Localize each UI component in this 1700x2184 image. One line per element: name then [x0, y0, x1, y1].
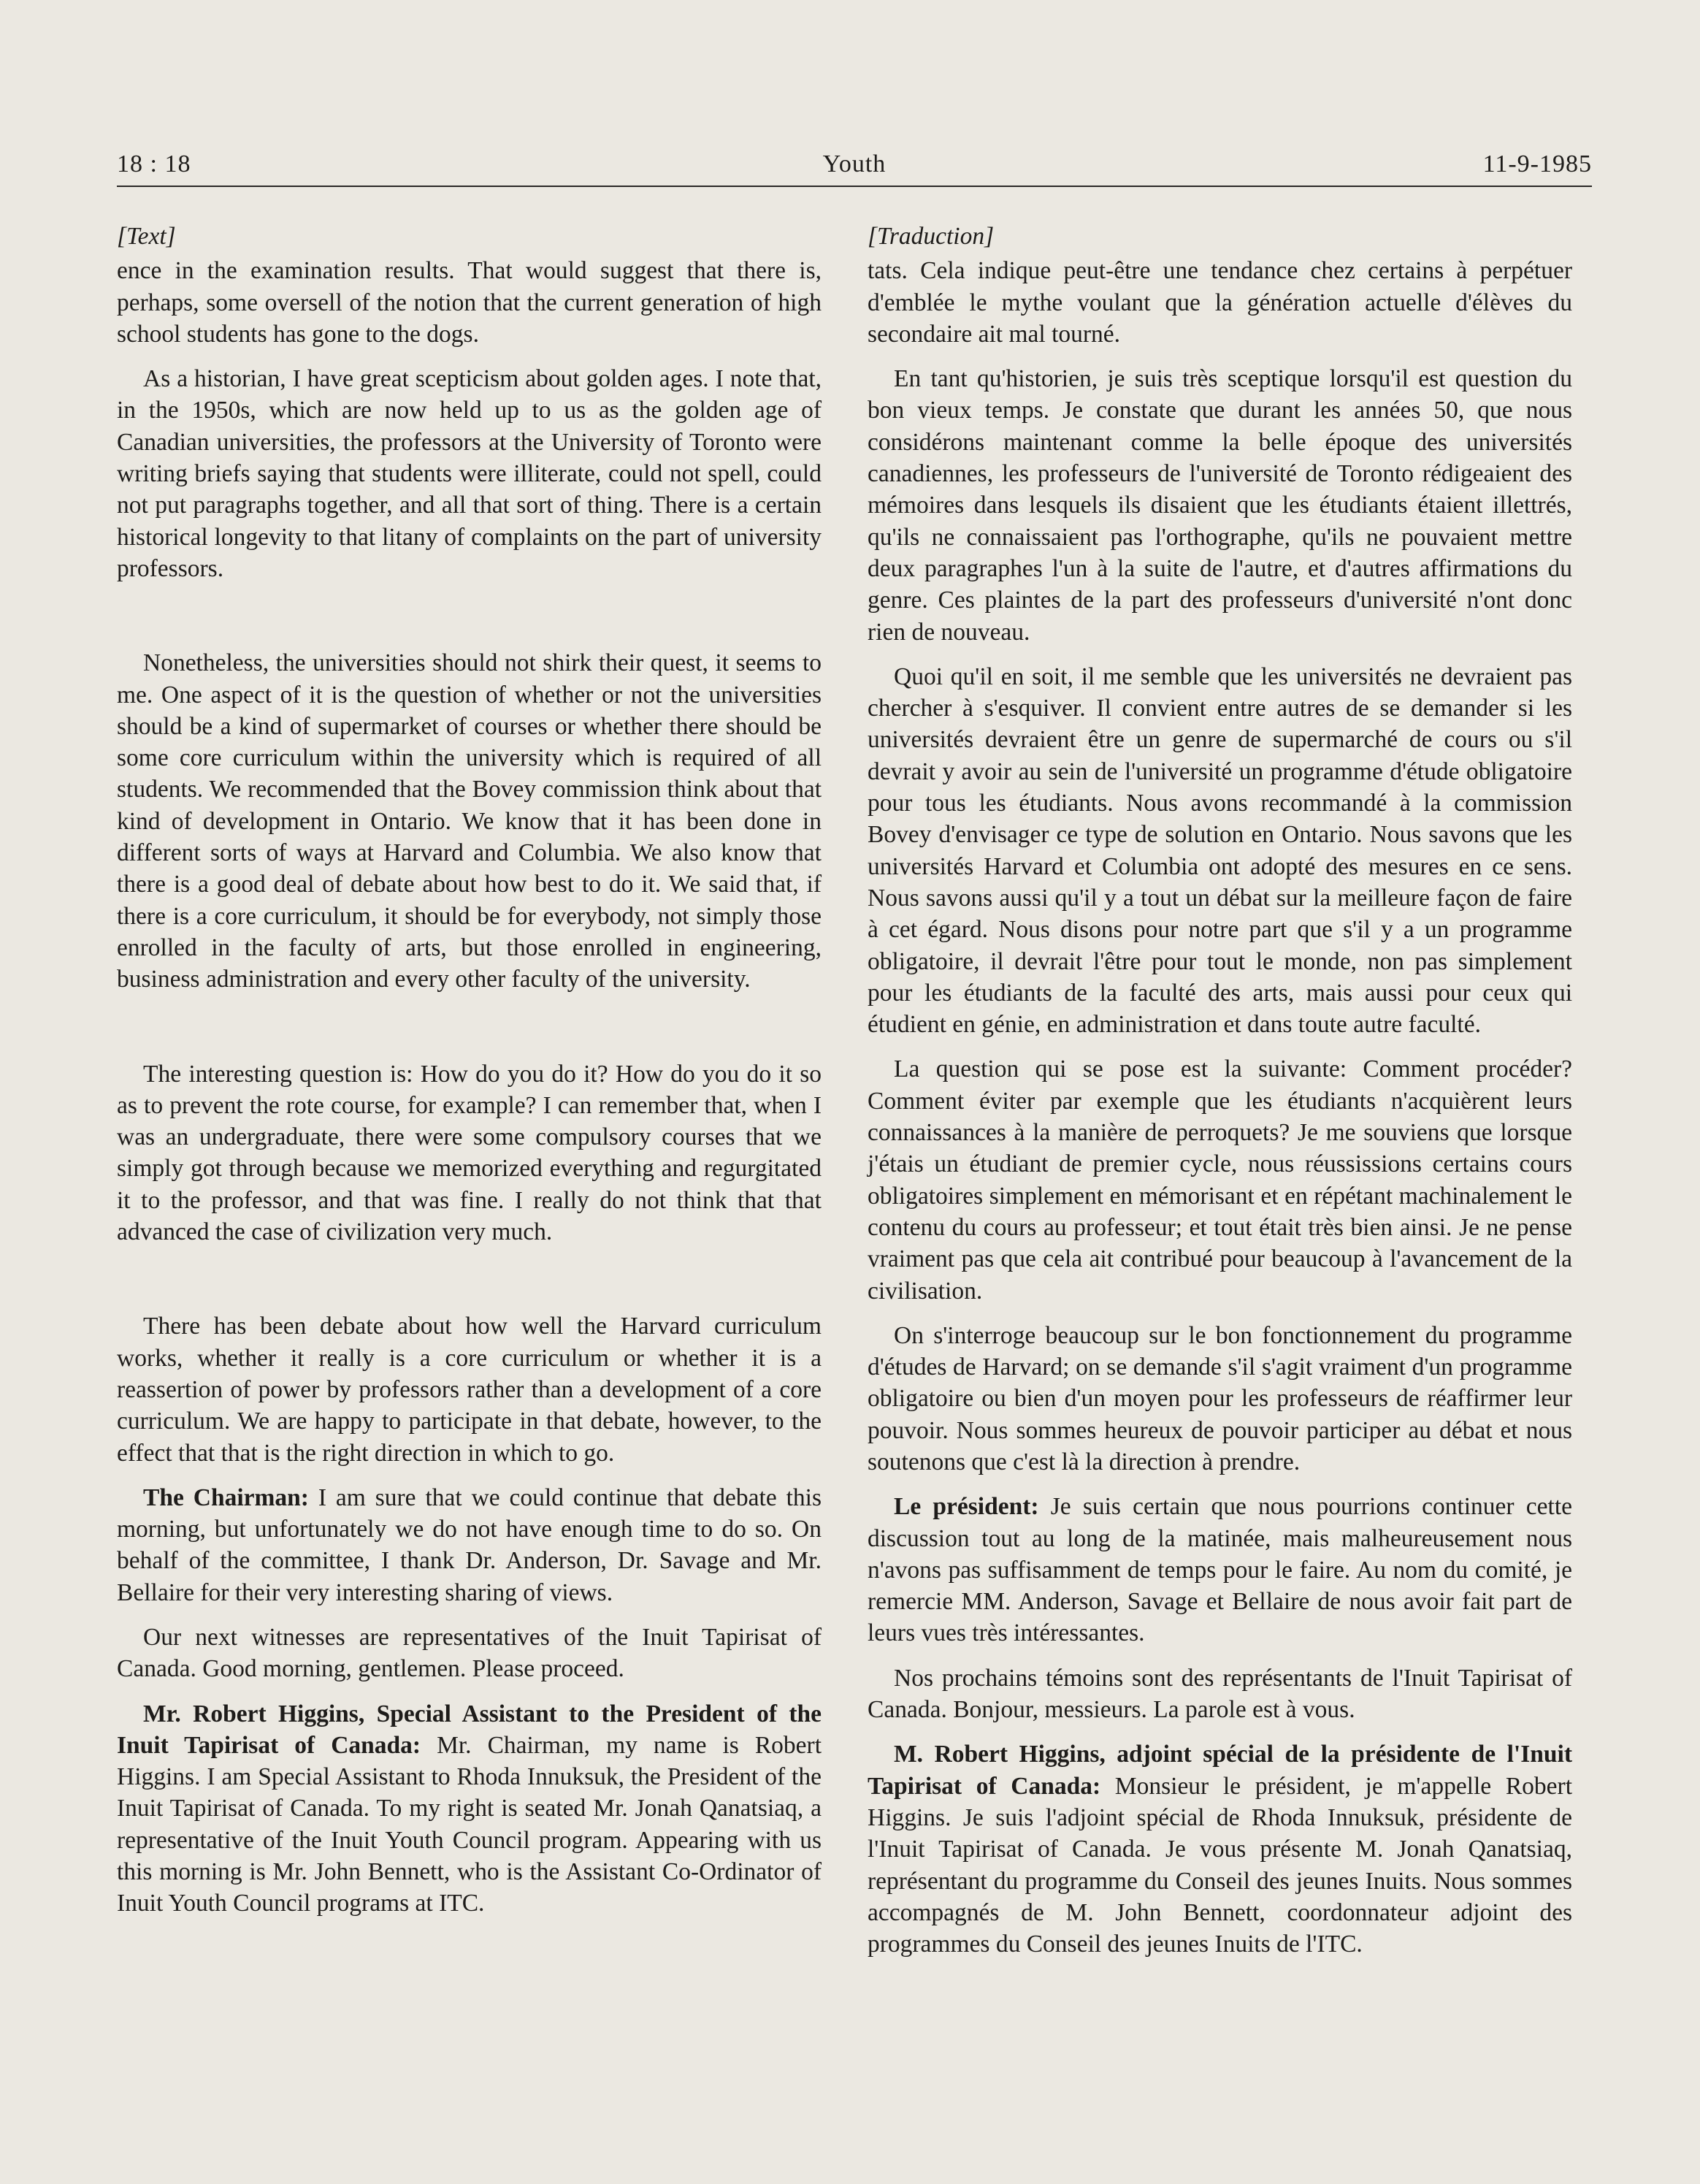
paragraph: tats. Cela indique peut-être une tendance chez certains à perpétuer d'emblée le mythe voulant que la génération actuelle d'élèves du secondaire ait mal tourné. [868, 257, 1572, 348]
paragraph: Quoi qu'il en soit, il me semble que les universités ne devraient pas chercher à s'esquiver. Il convient entre autres de se demander si les universités devraient être un genre de supermarché de cours ou s'il devrait y avoir au sein de l'université un programme d'étude obligatoire pour tous les étudiants. Nous avons recommandé à la commission Bovey d'envisager ce type de solution en Ontario. Nous savons que les universités Harvard et Columbia ont adopté des mesures en ce sens. Nous savons aussi qu'il y a tout un débat sur la meilleure façon de faire à cet égard. Nous disons pour notre part que s'il y a un programme obligatoire, il devrait l'être pour tout le monde, non pas simplement pour les étudiants de la faculté des arts, mais aussi pour ceux qui étudient en génie, en administration et dans toute autre faculté. [868, 663, 1572, 1039]
speech-text: Je suis certain que nous pourrions continuer cette discussion tout au long de la matinée, mais malheureusement nous n'avons pas suffisamment de temps pour le faire. Au nom du comité, je remercie MM. Anderson, Savage et Bellaire de nous avoir fait part de leurs vues très intéressantes. [868, 1493, 1572, 1647]
speaker-name: M. Robert Higgins, adjoint spécial de la présidente de l'Inuit Tapirisat of Canada: [868, 1741, 1572, 1800]
chairman-paragraph [868, 1491, 1572, 1649]
french-column [868, 221, 1572, 1973]
page-number: 18 : 18 [117, 150, 191, 177]
chairman-paragraph [117, 1482, 822, 1608]
speech-text: Mr. Chairman, my name is Robert Higgins. I am Special Assistant to Rhoda Innuksuk, the President of the Inuit Tapirisat of Canada. To my right is seated Mr. Jonah Qanatsiaq, a representative of the Inuit Youth Council program. Appearing with us this morning is Mr. John Bennett, who is the Assistant Co-Ordinator of Inuit Youth Council programs at ITC. [117, 1731, 822, 1917]
column-label: [Traduction] [868, 223, 995, 250]
paragraph: On s'interroge beaucoup sur le bon fonctionnement du programme d'études de Harvard; on se demande s'il s'agit vraiment d'un programme obligatoire ou bien d'un moyen pour les professeurs de réaffirmer leur pouvoir. Nous sommes heureux de pouvoir participer au débat et nous soutenons que c'est là la direction à prendre. [868, 1321, 1572, 1475]
page-header [117, 150, 1592, 186]
paragraph: Nos prochains témoins sont des représentants de l'Inuit Tapirisat of Canada. Bonjour, messieurs. La parole est à vous. [868, 1664, 1572, 1724]
paragraph: Nonetheless, the universities should not shirk their quest, it seems to me. One aspect of it is the question of whether or not the universities should be a kind of supermarket of courses or whether there should be some core curriculum within the university which is required of all students. We recommended that the Bovey commission think about that kind of development in Ontario. We know that it has been done in different sorts of ways at Harvard and Columbia. We also know that there is a good deal of debate about how best to do it. We said that, if there is a core curriculum, it should be for everybody, not simply those enrolled in the faculty of arts, but those enrolled in engineering, business administration and every other faculty of the university. [117, 649, 822, 993]
higgins-paragraph [868, 1738, 1572, 1960]
speaker-name: Mr. Robert Higgins, Special Assistant to the President of the Inuit Tapirisat of Canada: [117, 1700, 822, 1759]
paragraph: La question qui se pose est la suivante: Comment procéder? Comment éviter par exemple que les étudiants n'acquièrent leurs connaissances à la manière de perroquets? Je me souviens que lorsque j'étais un étudiant de premier cycle, nous réussissions certains cours obligatoires simplement en mémorisant et en répétant machinalement le contenu du cours au professeur; et tout était très bien ainsi. Je ne pense vraiment pas que cela ait contribué pour beaucoup à l'avancement de la civilisation. [868, 1055, 1572, 1305]
paragraph: En tant qu'historien, je suis très sceptique lorsqu'il est question du bon vieux temps. Je constate que durant les années 50, que nous considérons maintenant comme la belle époque des universités canadiennes, les professeurs de l'université de Toronto rédigeaient des mémoires dans lesquels ils disaient que les étudiants étaient illettrés, qu'ils ne connaissaient pas l'orthographe, qu'ils ne pouvaient mettre deux paragraphes l'un à la suite de l'autre, et d'autres affirmations du genre. Ces plaintes de la part des professeurs d'université n'ont donc rien de nouveau. [868, 365, 1572, 646]
speaker-name: Le président: [894, 1493, 1039, 1521]
header-rule [117, 186, 1592, 187]
speech-text: Monsieur le président, je m'appelle Robert Higgins. Je suis l'adjoint spécial de Rhoda Innuksuk, présidente de l'Inuit Tapirisat of Canada. Je vous présente M. Jonah Qanatsiaq, représentant du programme du Conseil des jeunes Inuits. Nous sommes accompagnés de M. John Bennett, coordonnateur adjoint des programmes du Conseil des jeunes Inuits de l'ITC. [868, 1772, 1573, 1958]
speech-text: I am sure that we could continue that debate this morning, but unfortunately we do not have enough time to do so. On behalf of the committee, I thank Dr. Anderson, Dr. Savage and Mr. Bellaire for their very interesting sharing of views. [117, 1484, 822, 1606]
column-label: [Text] [117, 223, 176, 250]
paragraph: The interesting question is: How do you do it? How do you do it so as to prevent the rote course, for example? I can remember that, when I was an undergraduate, there were some compulsory courses that we simply got through because we memorized everything and regurgitated it to the professor, and that was fine. I really do not think that that advanced the case of civilization very much. [117, 1060, 822, 1246]
header-date: 11-9-1985 [1482, 150, 1592, 177]
english-column [117, 221, 822, 1933]
speaker-name: The Chairman: [143, 1484, 309, 1511]
running-title: Youth [822, 150, 887, 177]
paragraph: Our next witnesses are representatives of the Inuit Tapirisat of Canada. Good morning, gentlemen. Please proceed. [117, 1623, 822, 1683]
paragraph: As a historian, I have great scepticism about golden ages. I note that, in the 1950s, which are now held up to us as the golden age of Canadian universities, the professors at the University of Toronto were writing briefs saying that students were illiterate, could not spell, could not put paragraphs together, and all that sort of thing. There is a certain historical longevity to that litany of complaints on the part of university professors. [117, 365, 822, 582]
paragraph: ence in the examination results. That would suggest that there is, perhaps, some oversell of the notion that the current generation of high school students has gone to the dogs. [117, 257, 822, 348]
higgins-paragraph [117, 1698, 822, 1920]
paragraph: There has been debate about how well the Harvard curriculum works, whether it really is a core curriculum or whether it is a reassertion of power by professors rather than a development of a core curriculum. We are happy to participate in that debate, however, to the effect that that is the right direction in which to go. [117, 1313, 822, 1467]
